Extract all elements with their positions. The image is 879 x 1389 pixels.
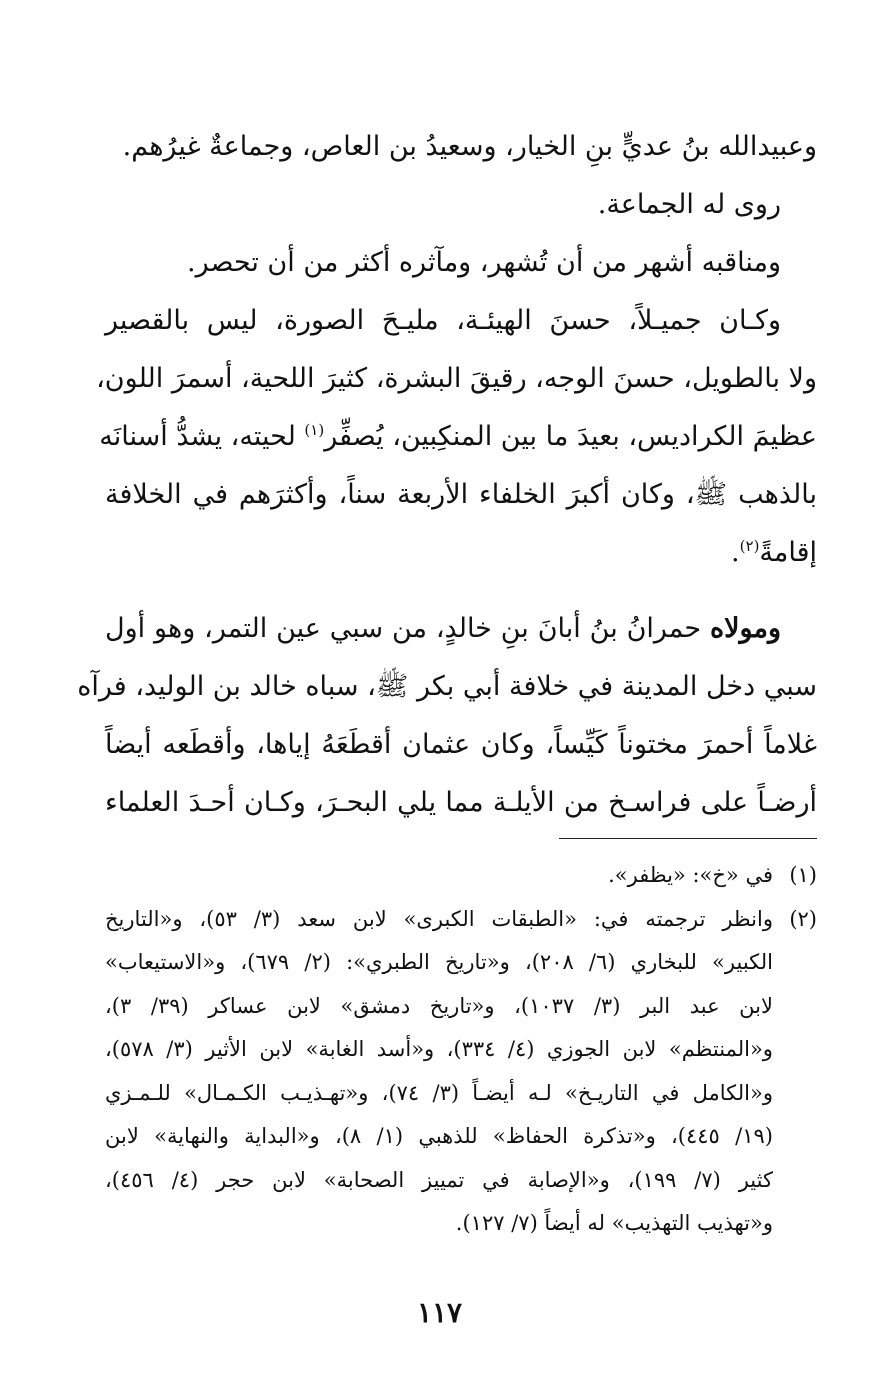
- text-line: وعبيدالله بنُ عديٍّ بنِ الخيار، وسعيدُ بن العاص، وجماعةٌ غيرُهم.: [122, 131, 817, 162]
- footnote-text: الكبير» للبخاري (٦/ ٢٠٨)، و«تاريخ الطبري»: (٢/ ٦٧٩)، و«الاستيعاب»: [105, 950, 773, 974]
- text-line: وكـان جميـلاً، حسنَ الهيئـة، مليـحَ الصورة، ليس بالقصير: [105, 305, 781, 336]
- footnotes: [105, 854, 817, 1246]
- footnote-text: و«الكامل في التاريـخ» لـه أيضـاً (٣/ ٧٤)، و«تهـذيـب الكـمـال» للـمـزي: [105, 1080, 773, 1105]
- footnote-text: في «خ»: «يظفر».: [608, 863, 773, 887]
- footnote-text: وانظر ترجمته في: «الطبقات الكبرى» لابن سعد (٣/ ٥٣)، و«التاريخ: [105, 906, 773, 931]
- footnote-text: (١٩/ ٤٤٥)، و«تذكرة الحفاظ» للذهبي (١/ ٨)، و«البداية والنهاية» لابن: [105, 1124, 773, 1148]
- page-number: ١١٧: [416, 1296, 463, 1329]
- footnote-text: و«تهذيب التهذيب» له أيضاً (٧/ ١٢٧).: [455, 1211, 773, 1235]
- footnote-1: [105, 854, 817, 898]
- lead-word: ومولاه: [710, 613, 782, 644]
- text-line: روى له الجماعة.: [597, 189, 781, 220]
- footnote-marker: (٢): [739, 537, 760, 555]
- text-segment: عظيمَ الكراديس، بعيدَ ما بين المنكِبين، يُصفِّر: [324, 421, 817, 452]
- text-line: [105, 600, 817, 658]
- footnote-separator: [559, 838, 817, 839]
- text-line: سبي دخل المدينة في خلافة أبي بكر ﷺ، سباه خالد بن الوليد، فرآه: [77, 671, 817, 702]
- text-line: [99, 408, 817, 466]
- text-line: بالذهب ﷺ، وكان أكبرَ الخلفاء الأربعة سناً، وأكثرَهم في الخلافة: [105, 479, 817, 510]
- footnote-marker: (١): [304, 421, 325, 439]
- text-segment: حمرانُ بنُ أبانَ بنِ خالدٍ، من سبي عين التمر، وهو أول: [105, 613, 702, 644]
- footnote-text: كثير (٧/ ١٩٩)، و«الإصابة في تمييز الصحابة» لابن حجر (٤/ ٤٥٦)،: [105, 1167, 773, 1192]
- text-segment: .: [731, 537, 740, 568]
- footnote-number: (١): [789, 863, 817, 887]
- footnote-text: و«المنتظم» لابن الجوزي (٤/ ٣٣٤)، و«أسد الغابة» لابن الأثير (٣/ ٥٧٨)،: [105, 1037, 773, 1061]
- text-line: أرضـاً على فراسـخ من الأيلـة مما يلي البحـرَ، وكـان أحـدَ العلماء: [105, 787, 817, 818]
- text-segment: لحيته، يشدُّ أسنانَه: [99, 421, 296, 452]
- text-line: غلاماً أحمرَ مختوناً كَيِّساً، وكان عثمان أقطَعَهُ إياها، وأقطَعه أيضاً: [105, 729, 817, 760]
- main-text: [77, 118, 817, 832]
- text-line: ولا بالطويل، حسنَ الوجه، رقيقَ البشرة، كثيرَ اللحية، أسمرَ اللون،: [96, 363, 817, 394]
- text-line: ومناقبه أشهر من أن تُشهر، ومآثره أكثر من أن تحصر.: [187, 247, 781, 278]
- text-line: [105, 524, 817, 582]
- text-segment: إقامةً: [759, 537, 817, 568]
- footnote-2: [105, 898, 817, 942]
- footnote-number: (٢): [789, 906, 817, 931]
- footnote-text: لابن عبد البر (٣/ ١٠٣٧)، و«تاريخ دمشق» لابن عساكر (٣٩/ ٣)،: [105, 993, 773, 1018]
